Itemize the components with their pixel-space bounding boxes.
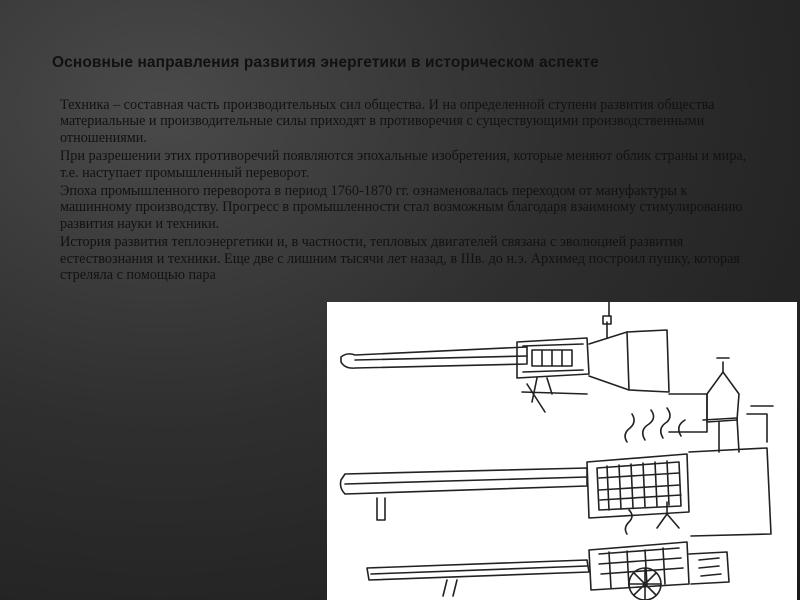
slide-body: [60, 97, 750, 285]
cannon-drawing-bottom: [367, 502, 729, 600]
paragraph-3: Эпоха промышленного переворота в период 1760-1870 гг. ознаменовалась переходом от мануфактуры к машинному производству. Прогресс в промышленности стал возможным благодаря взаимному стимулированию развития науки и техники.: [60, 183, 743, 232]
slide-title: Основные направления развития энергетики в историческом аспекте: [52, 54, 599, 71]
paragraph-4: История развития теплоэнергетики и, в частности, тепловых двигателей связана с эволюцией развития естествознания и техники. Еще две с лишним тысячи лет назад, в IIIв. до н.э. Архимед построил пушку, которая стреляла с помощью пара: [60, 234, 740, 284]
paragraph-1: Техника – составная часть производительных сил общества. И на определенной ступени развития общества материальные и производительные силы приходят в противоречия с существующими производственными отношениями.: [60, 97, 715, 146]
paragraph-2: При разрешении этих противоречий появляются эпохальные изобретения, которые меняют облик страны и мира, т.е. наступает промышленный переворот.: [60, 148, 747, 181]
cannon-drawing-middle: [341, 358, 774, 536]
steam-cannon-illustration: [327, 302, 797, 600]
